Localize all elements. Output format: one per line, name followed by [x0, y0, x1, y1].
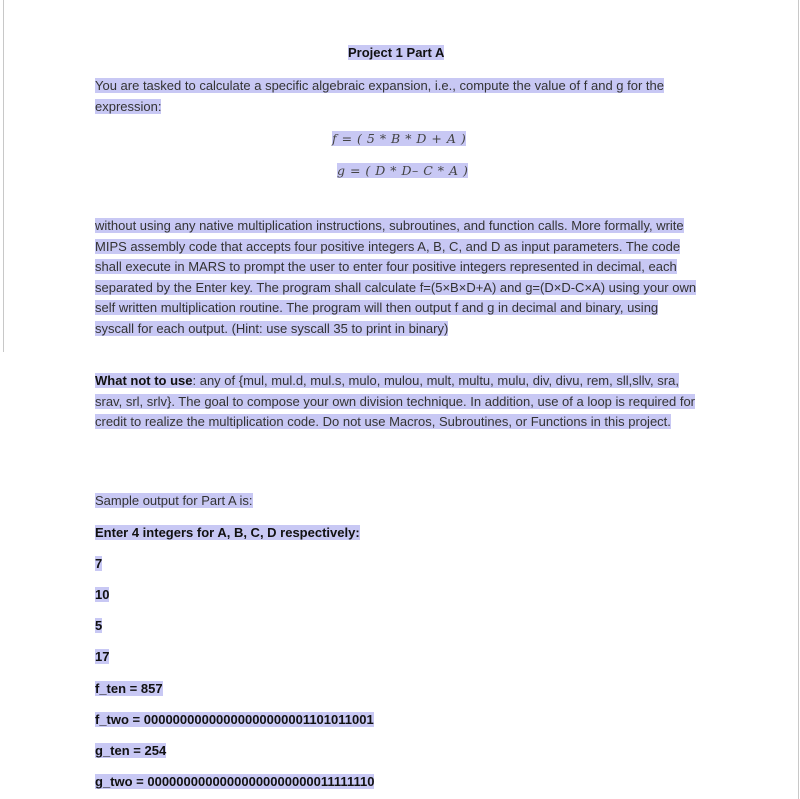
intro-paragraph [95, 76, 700, 117]
sample-heading: Sample output for Part A is: [95, 493, 253, 508]
sample-line: 17 [95, 649, 110, 664]
sample-line: f_ten = 857 [95, 681, 163, 696]
sample-line: 10 [95, 587, 110, 602]
intro-text: You are tasked to calculate a specific algebraic expansion, i.e., compute the value of f and g for the expression: [95, 78, 664, 114]
restrictions-paragraph [95, 371, 700, 433]
requirements-paragraph [95, 216, 700, 339]
sample-line: g_two = 00000000000000000000000011111110 [95, 774, 375, 789]
sample-line: g_ten = 254 [95, 743, 167, 758]
sample-line: 5 [95, 618, 103, 633]
page-right-border [798, 0, 799, 799]
equation-g: g = ( D * D– C * A ) [337, 163, 469, 178]
page-title [348, 45, 444, 60]
page-left-border [3, 0, 4, 352]
sample-line: Enter 4 integers for A, B, C, D respectively: [95, 525, 360, 540]
requirements-text: without using any native multiplication instructions, subroutines, and function calls. More formally, write MIPS assembly code that accepts four positive integers A, B, C, and D as input parameters. The code shall execute in MARS to prompt the user to enter four positive integers represented in decimal, each separated by the Enter key. The program shall calculate f=(5×B×D+A) and g=(D×D-C×A) using your own self written multiplication routine. The program will then output f and g in decimal and binary, using syscall for each output. (Hint: use syscall 35 to print in binary) [95, 218, 697, 336]
sample-line: 7 [95, 556, 103, 571]
restrictions-text: : any of {mul, mul.d, mul.s, mulo, mulou, mult, multu, mulu, div, divu, rem, sll,sllv, sra, srav, srl, srlv}. The goal to compose your own division technique. In addition, use of a loop is required for credit to realize the multiplication code. Do not use Macros, Subroutines, or Functions in this project. [95, 373, 696, 429]
restrictions-label: What not to use [95, 373, 193, 388]
sample-line: f_two = 00000000000000000000001101011001 [95, 712, 374, 727]
equation-f: f = ( 5 * B * D + A ) [332, 131, 467, 146]
title-text: Project 1 Part A [348, 45, 445, 60]
